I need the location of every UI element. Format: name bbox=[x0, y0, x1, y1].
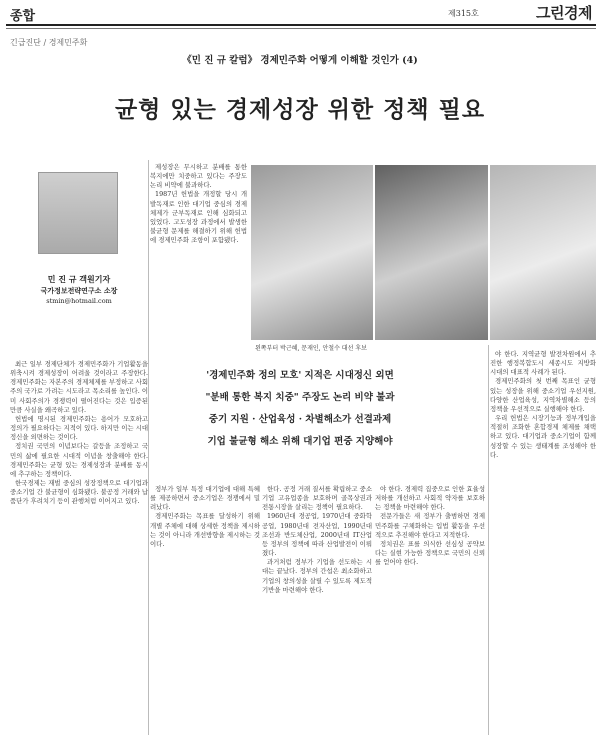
column-divider bbox=[148, 160, 149, 735]
candidate-photo-moon bbox=[375, 165, 488, 340]
author-photo bbox=[38, 172, 118, 254]
candidate-photo-ahn bbox=[490, 165, 596, 340]
paragraph: 한국경제는 재벌 중심의 성장정책으로 대기업과 중소기업 간 불균형이 심화됐다. 불공정 거래와 납품단가 후려치기 등이 관행처럼 이어지고 있다. bbox=[10, 479, 148, 506]
byline bbox=[10, 274, 148, 305]
paragraph: 정치권 국민의 이념보다는 갈등을 조정하고 국민의 삶에 필요한 시대적 이념을 창출해야 한다. 경제민주화는 균형 있는 경제성장과 분배를 동시에 추구하는 정책이다. bbox=[10, 442, 148, 478]
paragraph: 최근 일부 경제단체가 경제민주화가 기업활동을 위축시켜 경제성장이 어려울 것이라고 주장한다. 경제민주화는 자본주의 경제체제를 부정하고 사회주의 국가로 가려는 시도라고 목소리를 높인다. 이미 사회주의가 경쟁력이 떨어진다는 것은 입증된 만큼 사실을 왜곡하고 있다. bbox=[10, 360, 148, 414]
paragraph: 정부가 일부 특정 대기업에 대해 특혜를 제공하면서 중소기업은 경쟁에서 밀려났다. bbox=[150, 485, 260, 512]
paragraph: 야 한다. 경제력 집중으로 인한 효율성 저하를 개선하고 사회적 약자를 보호하는 정책을 마련해야 한다. bbox=[375, 485, 485, 512]
author-name: 민 진 규 객원기자 bbox=[47, 274, 111, 284]
article-column-2-top bbox=[150, 163, 247, 340]
pullquote bbox=[150, 365, 450, 453]
article-column-2 bbox=[150, 485, 260, 732]
paragraph: 우리 헌법은 시장기능과 정부개입을 적절히 조화한 혼합경제 체제를 채택하고 있다. 대기업과 중소기업이 함께 성장할 수 있는 생태계를 조성해야 한다. bbox=[490, 414, 596, 459]
section-name: 종합 bbox=[10, 9, 36, 24]
paragraph: 경제민주화는 목표를 달성하기 위해 개별 주체에 대해 상세한 정책을 제시하는 것이 아니라 개선방향을 제시하는 것이다. bbox=[150, 512, 260, 548]
author-affiliation: 국가정보전략연구소 소장 bbox=[40, 286, 118, 295]
kicker: 긴급진단 / 경제민주화 bbox=[10, 38, 88, 47]
paragraph: 제성장은 무시하고 분배를 통한 복지에만 치중하고 있다는 주장도 논리 비약에 불과하다. bbox=[150, 163, 247, 190]
paragraph: 야 한다. 지역균형 발전차원에서 추진한 행정복합도시 세종시도 지방화 시대의 대표적 사례가 된다. bbox=[490, 350, 596, 377]
candidate-photo-park bbox=[251, 165, 373, 340]
photo-caption: 왼쪽부터 박근혜, 문재인, 안철수 대선 후보 bbox=[255, 345, 367, 352]
header-rule bbox=[6, 24, 596, 26]
page-header bbox=[0, 0, 600, 26]
paragraph: 정치권은 표를 의식한 선심성 공약보다는 실현 가능한 정책으로 국민의 신뢰를 얻어야 한다. bbox=[375, 539, 485, 567]
column-divider bbox=[488, 345, 489, 735]
pullquote-line: '경제민주화 정의 모호' 지적은 시대정신 외면 bbox=[206, 370, 394, 381]
pullquote-line: 기업 불균형 해소 위해 대기업 편중 지양해야 bbox=[207, 436, 393, 447]
paragraph: 과거처럼 정부가 기업을 선도하는 시대는 끝났다. 정부의 간섭은 최소화하고 기업의 창의성을 살릴 수 있도록 제도적 기반을 마련해야 한다. bbox=[262, 558, 372, 594]
article-column-5 bbox=[490, 350, 596, 732]
article-headline: 균형 있는 경제성장 위한 정책 필요 bbox=[114, 96, 486, 123]
paragraph: 경제민주화의 첫 번째 목표인 균형 있는 성장을 위해 중소기업 우선지원, 다양한 산업육성, 지역차별해소 등의 정책을 우선적으로 실행해야 한다. bbox=[490, 377, 596, 413]
pullquote-line: "분배 통한 복지 치중" 주장도 논리 비약 불과 bbox=[205, 392, 395, 403]
paragraph: 1987년 헌법을 개정할 당시 개발독재로 인한 대기업 중심의 경제체제가 군부독재로 인해 심화되고 있었다. 고도성장 과정에서 발생한 불균형 문제를 해결하기 위해 헌법에 경제민주화 조항이 포함됐다. bbox=[150, 190, 247, 245]
header-rule-thin bbox=[6, 28, 596, 29]
paragraph: 헌법에 명시된 경제민주화는 용어가 모호하고 정의가 필요하다는 지적이 있다. 하지만 이는 시대정신을 외면하는 것이다. bbox=[10, 414, 148, 442]
paragraph: 전문가들은 새 정부가 출범하면 경제민주화를 구체화하는 입법 활동을 우선적으로 추진해야 한다고 지적한다. bbox=[375, 512, 485, 539]
article-column-4 bbox=[375, 485, 485, 732]
article-subtitle: 《민 진 규 칼럼》 경제민주화 어떻게 이해할 것인가 (4) bbox=[182, 55, 418, 66]
paragraph: 한다. 공정 거래 질서를 확립하고 중소기업 고유업종을 보호하며 골목상권과 전통시장을 살리는 정책이 필요하다. bbox=[262, 485, 372, 512]
article-column-1 bbox=[10, 360, 148, 732]
article-column-3 bbox=[262, 485, 372, 732]
publication-name: 그린경제 bbox=[536, 4, 592, 22]
pullquote-line: 중기 지원 · 산업육성 · 차별해소가 선결과제 bbox=[208, 414, 392, 425]
paragraph: 1960년대 경공업, 1970년대 중화학공업, 1980년대 전자산업, 1990년대 조선과 반도체산업, 2000년대 IT산업 등 정부의 정책에 따라 산업발전이 이뤄졌다. bbox=[262, 512, 372, 558]
author-email: stmin@hotmail.com bbox=[46, 297, 112, 305]
issue-number: 제315호 bbox=[448, 9, 479, 18]
